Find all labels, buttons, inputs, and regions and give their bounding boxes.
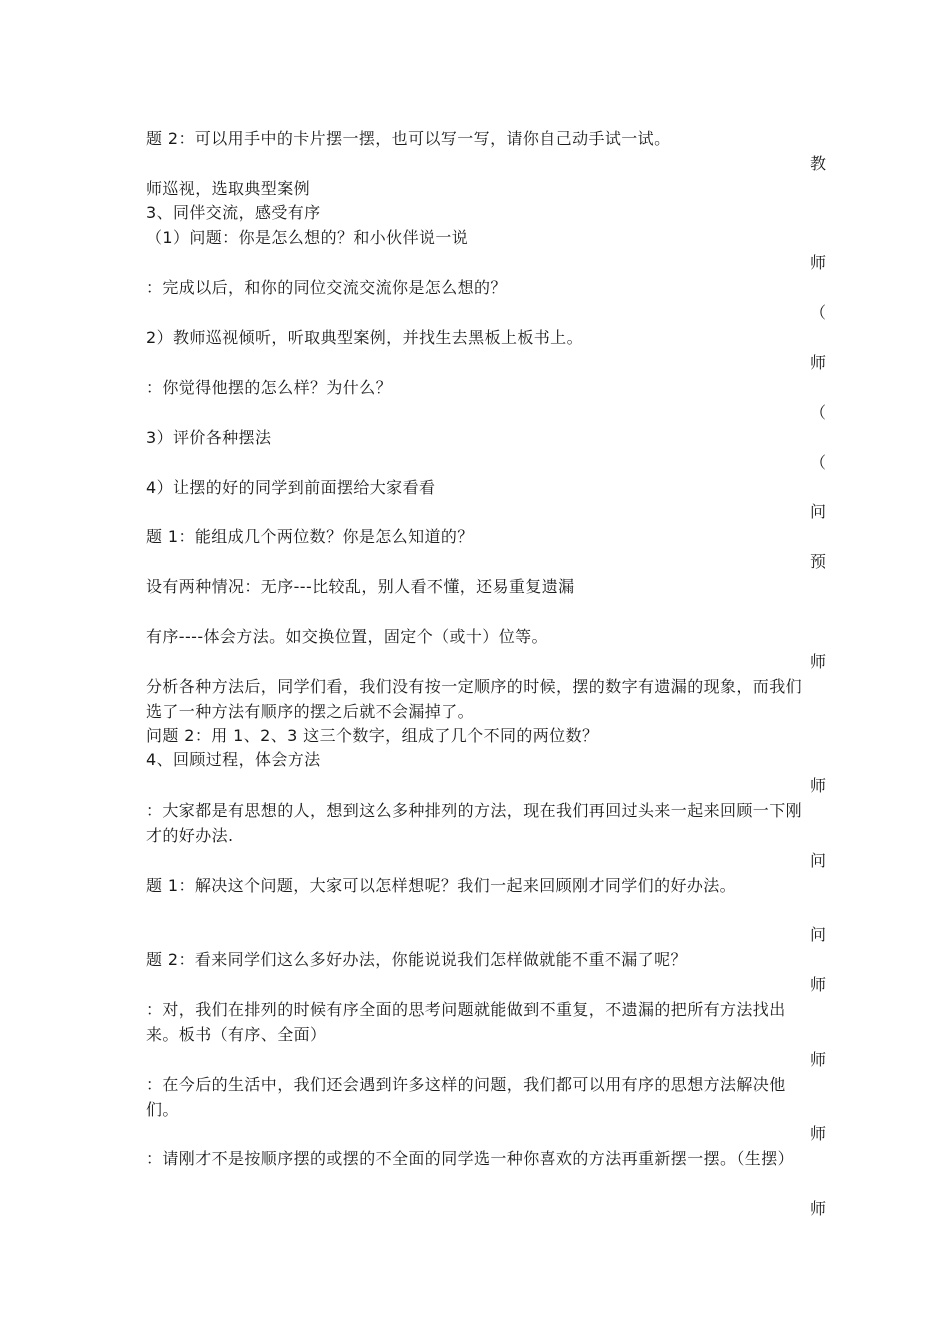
right-margin-char: 师 bbox=[809, 253, 826, 272]
body-line: 有序----体会方法。如交换位置，固定个（或十）位等。 bbox=[146, 627, 548, 646]
right-margin-char: 师 bbox=[809, 776, 826, 795]
body-line: 问题 2：用 1、2、3 这三个数字，组成了几个不同的两位数？ bbox=[146, 726, 599, 745]
body-line: （1）问题：你是怎么想的？和小伙伴说一说 bbox=[146, 228, 469, 247]
right-margin-char: 问 bbox=[809, 925, 826, 944]
body-line: ：你觉得他摆的怎么样？为什么？ bbox=[146, 378, 393, 397]
body-line: 4）让摆的好的同学到前面摆给大家看看 bbox=[146, 478, 436, 497]
body-line: 师巡视，选取典型案例 bbox=[146, 179, 311, 198]
right-margin-char: 师 bbox=[809, 1124, 826, 1143]
body-line: ：完成以后，和你的同位交流交流你是怎么想的？ bbox=[146, 278, 507, 297]
section-heading: 4、回顾过程，体会方法 bbox=[146, 750, 321, 769]
right-margin-char: 问 bbox=[809, 502, 826, 521]
right-margin-char: （ bbox=[809, 403, 826, 422]
right-margin-char: 师 bbox=[809, 975, 826, 994]
body-line: 设有两种情况：无序---比较乱，别人看不懂，还易重复遗漏 bbox=[146, 577, 575, 596]
body-paragraph: ：在今后的生活中，我们还会遇到许多这样的问题，我们都可以用有序的思想方法解决他们。 bbox=[146, 1075, 786, 1119]
body-paragraph: ：对，我们在排列的时候有序全面的思考问题就能做到不重复，不遗漏的把所有方法找出来。板书（有序、全面） bbox=[146, 1000, 786, 1044]
body-paragraph: 题 1：解决这个问题，大家可以怎样想呢？我们一起来回顾刚才同学们的好办法。 bbox=[146, 876, 737, 895]
body-paragraph: ：请刚才不是按顺序摆的或摆的不全面的同学选一种你喜欢的方法再重新摆一摆。（生摆） bbox=[146, 1149, 795, 1168]
right-margin-char: （ bbox=[809, 303, 826, 322]
body-paragraph: ：大家都是有思想的人，想到这么多种排列的方法，现在我们再回过头来一起来回顾一下刚才的好办法. bbox=[146, 801, 803, 845]
right-margin-char: （ bbox=[809, 453, 826, 472]
right-margin-char: 师 bbox=[809, 1050, 826, 1069]
body-line: 3）评价各种摆法 bbox=[146, 428, 272, 447]
body-line: 2）教师巡视倾听，听取典型案例，并找生去黑板上板书上。 bbox=[146, 328, 583, 347]
section-heading: 3、同伴交流，感受有序 bbox=[146, 203, 321, 222]
right-margin-char: 教 bbox=[809, 154, 826, 173]
body-line: 题 1：能组成几个两位数？你是怎么知道的？ bbox=[146, 527, 474, 546]
body-line: 题 2：可以用手中的卡片摆一摆，也可以写一写，请你自己动手试一试。 bbox=[146, 129, 671, 148]
body-paragraph: 分析各种方法后，同学们看，我们没有按一定顺序的时候，摆的数字有遗漏的现象，而我们选了一种方法有顺序的摆之后就不会漏掉了。 bbox=[146, 677, 803, 721]
right-margin-char: 预 bbox=[809, 552, 826, 571]
right-margin-char: 师 bbox=[809, 652, 826, 671]
body-line: 题 2：看来同学们这么多好办法，你能说说我们怎样做就能不重不漏了呢？ bbox=[146, 950, 687, 969]
right-margin-char: 师 bbox=[809, 353, 826, 372]
right-margin-char: 师 bbox=[809, 1199, 826, 1218]
right-margin-char: 问 bbox=[809, 851, 826, 870]
